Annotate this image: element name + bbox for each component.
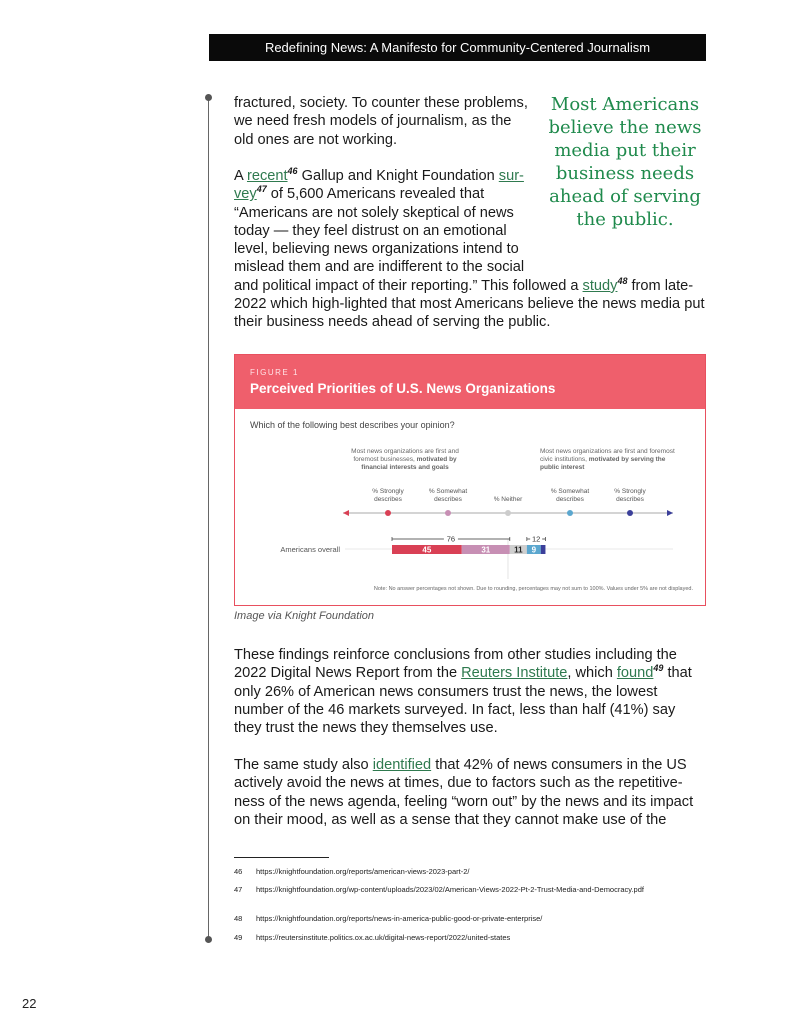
link-identified[interactable]: identified <box>372 757 432 773</box>
page-number: 22 <box>22 996 37 1011</box>
pull-quote: Most Americans believe the news media put their business needs ahead of serving the public. <box>548 94 702 230</box>
scale-dot-1 <box>385 510 391 516</box>
figure-header <box>235 355 705 409</box>
scale-label-line: % Strongly <box>372 488 404 495</box>
footnote-number: 46 <box>234 867 243 876</box>
left-scale-description-text: Most news organizations are first and foremost businesses, <box>351 448 459 463</box>
figure-1 <box>234 354 706 606</box>
paragraph-1-line-3: old ones are not working. <box>234 131 398 148</box>
scale-label-3: % Neither <box>493 496 523 503</box>
footnote-number: 49 <box>234 933 243 942</box>
paragraph-2-text: of 5,600 Americans revealed that “Americans are not solely skeptical of news today — they feel distrust on an emotional level, believing news organizations intend to mislead them and are indifferent to the social and political impact of their reporting.” This followed a <box>234 186 583 294</box>
paragraph-3-text: These findings reinforce conclusions from other studies including the 2022 Digital News Report from the <box>234 647 677 682</box>
footnote-47 <box>234 885 704 895</box>
scale-axis-left-arrow <box>343 510 349 516</box>
bar-value-label-3: 11 <box>514 545 523 555</box>
figure-question: Which of the following best describes your opinion? <box>250 420 455 430</box>
scale-dot-4 <box>567 510 573 516</box>
figure-caption: Image via Knight Foundation <box>234 610 375 622</box>
running-header-title: Redefining News: A Manifesto for Community-Centered Journalism <box>264 40 651 55</box>
paragraph-1 <box>234 94 534 149</box>
footnote-url[interactable]: https://reutersinstitute.politics.ox.ac.uk/digital-news-report/2022/united-states <box>256 933 511 942</box>
footnote-ref-49[interactable]: 49 <box>653 663 664 674</box>
paragraph-2-text: Gallup and Knight Foundation <box>297 168 499 184</box>
paragraph-4 <box>234 756 706 829</box>
footnote-number: 47 <box>234 885 243 894</box>
scale-label-5 <box>614 488 646 503</box>
footnote-ref-46[interactable]: 46 <box>287 166 298 177</box>
bar-value-label-1: 45 <box>422 545 432 555</box>
footnote-url[interactable]: https://knightfoundation.org/reports/news-in-america-public-good-or-private-enterprise/ <box>256 914 543 923</box>
scale-label-line: describes <box>374 496 402 503</box>
paragraph-2 <box>234 167 706 332</box>
scale-label-4 <box>551 488 589 503</box>
footnote-url[interactable]: https://knightfoundation.org/wp-content/uploads/2023/02/American-Views-2022-Pt-2-Trust-Media-and-Democracy.pdf <box>256 885 644 894</box>
footnote-url[interactable]: https://knightfoundation.org/reports/american-views-2023-part-2/ <box>256 867 470 876</box>
scale-dot-2 <box>445 510 451 516</box>
paragraph-2-text: A <box>234 168 247 184</box>
bars-group <box>392 545 545 555</box>
right-scale-description-text: Most news organizations are first and foremost civic institutions, <box>540 448 675 463</box>
scale-dot-3 <box>505 510 511 516</box>
link-found[interactable]: found <box>616 665 654 682</box>
paragraph-2-text: from late-2022 which high-lighted that most Americans believe the news media put their business needs ahead of serving the public. <box>234 277 705 331</box>
left-scale-description-bold: motivated by financial interests and goals <box>361 456 457 471</box>
scale-label-line: % Somewhat <box>428 488 468 495</box>
brackets-group <box>392 535 545 544</box>
paragraph-3-text: , which <box>567 665 617 682</box>
figure-label: FIGURE 1 <box>250 368 299 377</box>
running-header <box>209 34 706 61</box>
paragraph-4-text: that 42% of news consumers in the US actively avoid the news at times, due to factors such as the repetitive-ness of the news agenda, feeling “worn out” by the news and its impact on their mood, as well as a sense that they cannot make use of the <box>234 757 694 828</box>
scale-dot-5 <box>627 510 633 516</box>
paragraph-3 <box>234 646 706 737</box>
paragraph-1-line-1: fractured, society. To counter these problems, <box>234 95 528 111</box>
figure-title: Perceived Priorities of U.S. News Organizations <box>250 381 556 396</box>
footnote-46 <box>234 867 704 877</box>
footnote-ref-48[interactable]: 48 <box>617 275 628 286</box>
footnote-49 <box>234 933 704 943</box>
footnote-number: 48 <box>234 914 243 923</box>
bar-segment-5 <box>541 545 546 554</box>
right-scale-description-bold: motivated by serving the public interest <box>540 456 666 471</box>
footnote-ref-47[interactable]: 47 <box>256 184 267 195</box>
scale-label-1 <box>372 488 404 503</box>
scale-label-line: % Somewhat <box>550 488 590 495</box>
perceived-priorities-chart <box>235 409 705 605</box>
link-recent[interactable]: recent <box>246 168 288 184</box>
paragraph-4-text: The same study also <box>234 757 373 773</box>
margin-rule-bottom-dot <box>205 936 212 943</box>
link-study[interactable]: study <box>582 277 618 294</box>
scale-label-line: describes <box>556 496 584 503</box>
paragraph-1-line-2: we need fresh models of journalism, as the <box>234 113 512 130</box>
business-total-label: 76 <box>446 534 456 544</box>
link-reuters-institute[interactable]: Reuters Institute <box>461 665 568 682</box>
bar-value-label-4: 9 <box>531 545 537 555</box>
margin-rule <box>208 97 209 939</box>
scale-label-line: describes <box>616 496 644 503</box>
public-total-label: 12 <box>531 534 541 544</box>
scale-axis-right-arrow <box>667 510 673 516</box>
figure-note: Note: No answer percentages not shown. Due to rounding, percentages may not sum to 100%. Values under 5% are not displayed. <box>373 586 693 592</box>
link-survey[interactable]: sur-vey <box>234 168 524 203</box>
row-label-americans-overall: Americans overall <box>280 545 340 554</box>
footnote-rule <box>234 857 329 858</box>
footnote-48 <box>234 914 704 924</box>
scale-label-line: describes <box>434 496 462 503</box>
paragraph-3-text: that only 26% of American news consumers trust the news, the lowest number of the 46 markets surveyed. In fact, less than half (41%) say they trust the news they themselves use. <box>234 665 692 737</box>
scale-label-2 <box>429 488 467 503</box>
margin-rule-top-dot <box>205 94 212 101</box>
scale-label-line: % Strongly <box>614 488 646 495</box>
bar-value-label-2: 31 <box>481 545 491 555</box>
scale-labels-group <box>372 488 646 503</box>
